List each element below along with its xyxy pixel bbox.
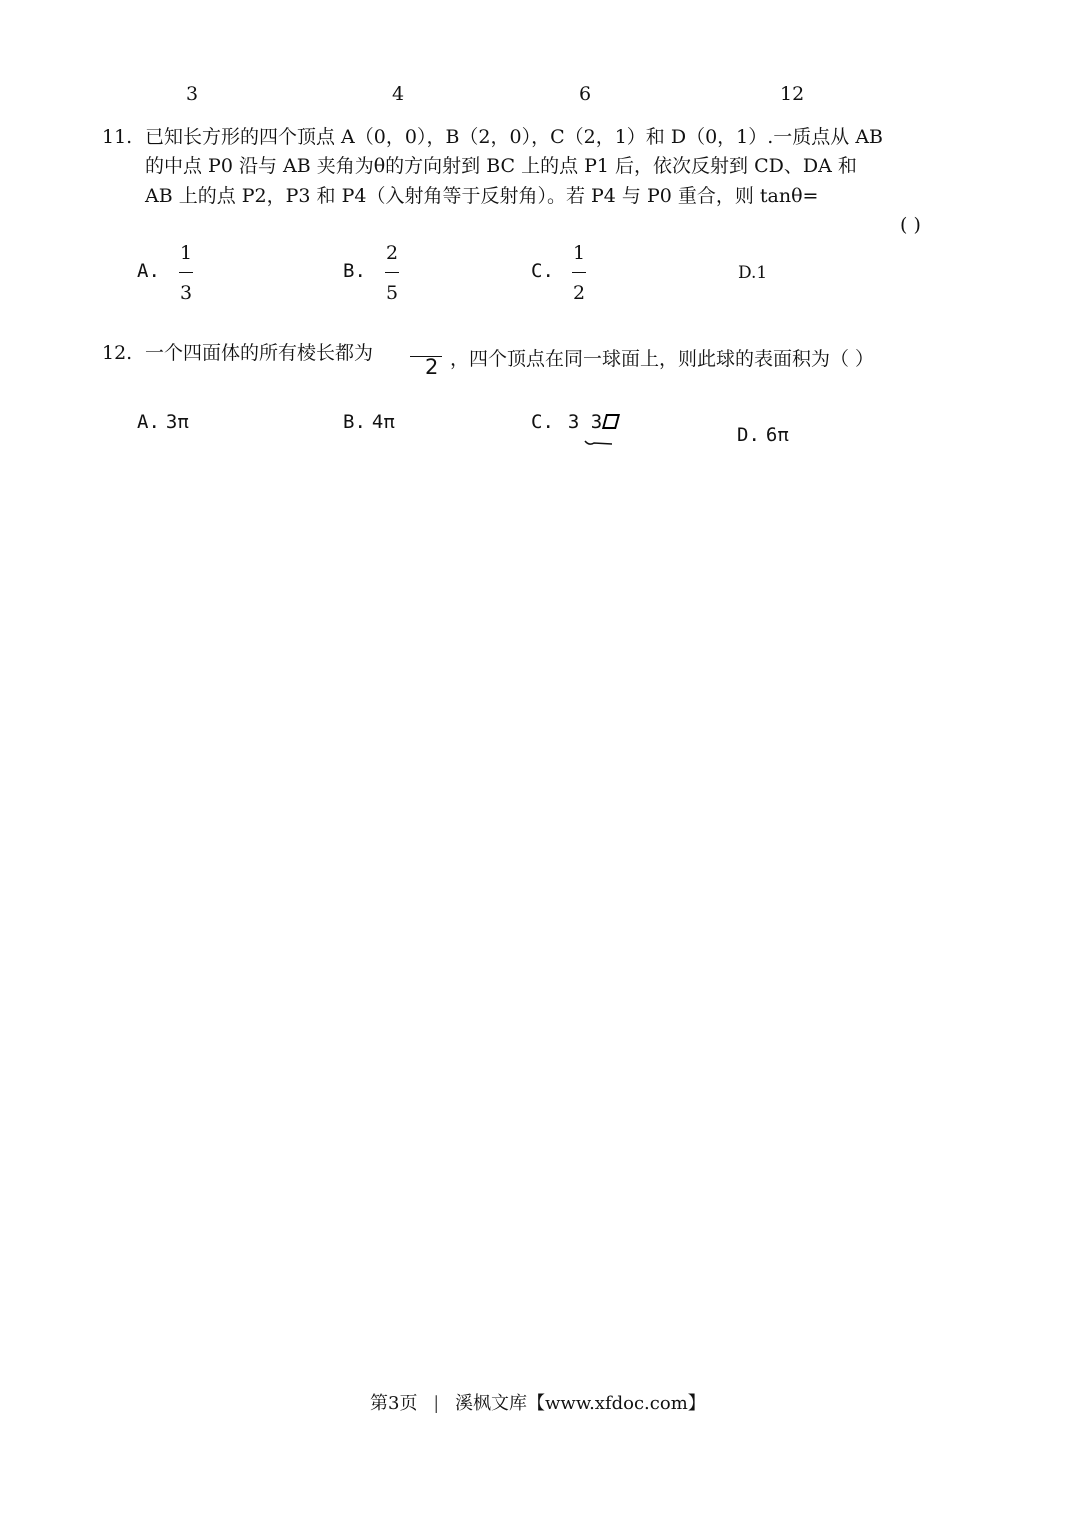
question-number: 11. [102, 126, 133, 148]
fraction-bar [179, 272, 193, 273]
option-value: 6π [765, 424, 789, 446]
option-label: A. [137, 260, 160, 282]
option-value: 3 3 [567, 411, 603, 433]
fraction-bar [572, 272, 586, 273]
option-a-fraction [175, 242, 197, 304]
option-label: B. [343, 260, 366, 282]
squiggle-mark-icon [584, 438, 616, 448]
fraction-denominator: 5 [385, 282, 399, 304]
option-value: 4π [371, 411, 395, 433]
missing-glyph-icon [602, 414, 620, 429]
denominator-text: 3 [186, 83, 199, 105]
denominator-text: 4 [392, 83, 405, 105]
fraction-numerator: 2 [385, 242, 399, 264]
fraction-numerator: 1 [179, 242, 193, 264]
fraction-bar [385, 272, 399, 273]
option-label: B. [343, 411, 366, 433]
question-text: 一个四面体的所有棱长都为 [145, 342, 374, 364]
fraction-numerator: 1 [572, 242, 586, 264]
question-text-line: AB 上的点 P2，P3 和 P4（入射角等于反射角）。若 P4 与 P0 重合，则 tanθ= [145, 185, 819, 207]
question-text-line: 已知长方形的四个顶点 A（0，0），B（2，0），C（2，1）和 D（0，1）.一质点从 AB [145, 126, 884, 148]
option-label: C. [531, 260, 554, 282]
fraction-denominator: 3 [179, 282, 193, 304]
question-number: 12. [102, 342, 133, 364]
answer-parenthesis: ( ) [900, 214, 921, 236]
fraction-denominator: 2 [572, 282, 586, 304]
option-c-fraction [568, 242, 590, 304]
option-d [737, 424, 789, 446]
question-text-line: 的中点 P0 沿与 AB 夹角为θ的方向射到 BC 上的点 P1 后，依次反射到 CD、DA 和 [145, 155, 857, 177]
denominator-text: 12 [780, 83, 805, 105]
denominator-text: 6 [579, 83, 592, 105]
question-text: ，四个顶点在同一球面上，则此球的表面积为（ ） [450, 348, 875, 370]
sqrt-value: 2 [425, 355, 439, 379]
option-b-fraction [381, 242, 403, 304]
option-c [531, 411, 618, 433]
option-label: D. [737, 424, 760, 446]
page-number: 第3页 [370, 1393, 418, 1414]
footer-separator: | [433, 1393, 440, 1414]
footer-site[interactable]: 溪枫文库【www.xfdoc.com】 [455, 1393, 706, 1414]
option-label: C. [531, 411, 554, 433]
option-b [343, 411, 395, 433]
option-value: 3π [165, 411, 189, 433]
option-label: A. [137, 411, 160, 433]
option-a [137, 411, 189, 433]
page-footer [370, 1393, 706, 1415]
option-d: D.1 [738, 263, 768, 283]
